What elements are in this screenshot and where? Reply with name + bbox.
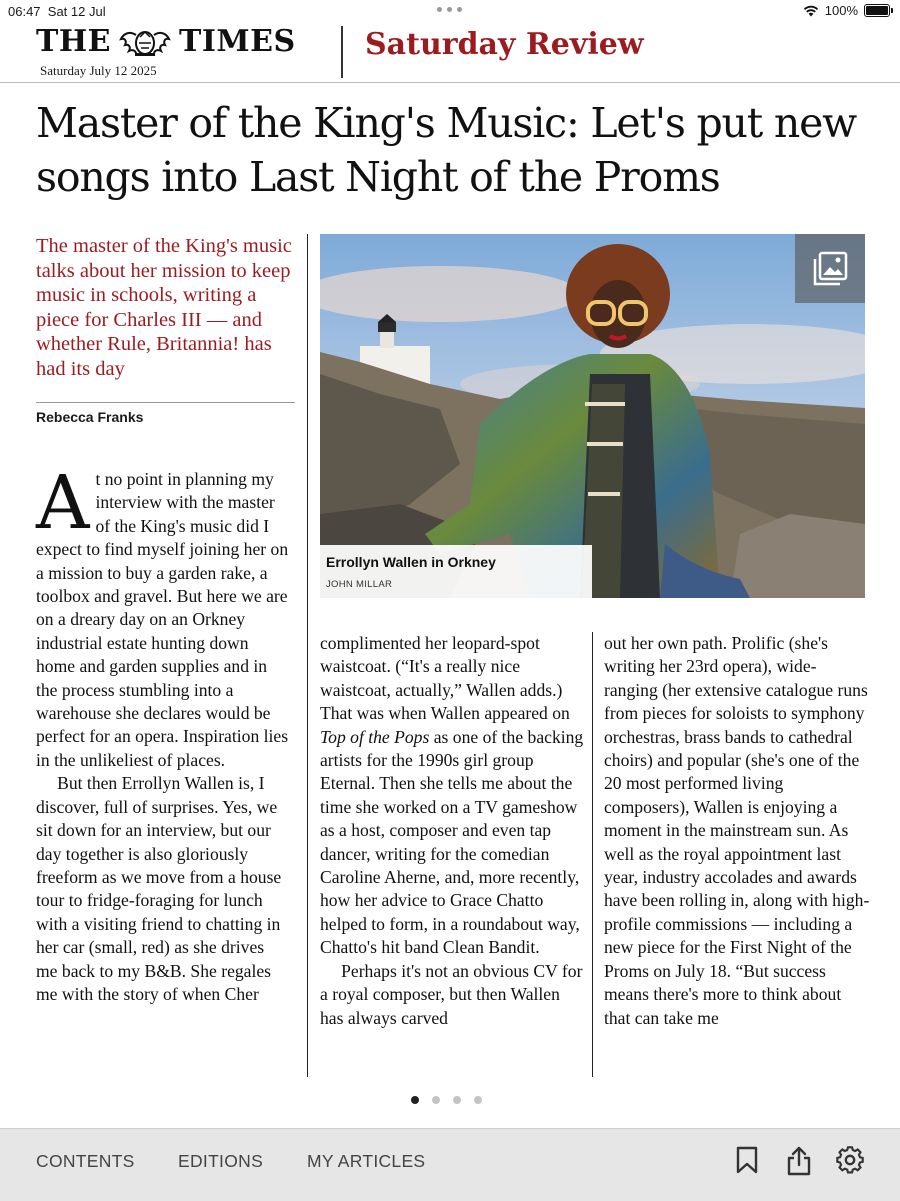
royal-crest-icon: [115, 27, 175, 57]
status-right: [803, 3, 890, 18]
photo-illustration: [320, 234, 865, 598]
section-title: Saturday Review: [365, 27, 644, 62]
page-dot[interactable]: [432, 1096, 440, 1104]
column-divider: [592, 632, 593, 1077]
gallery-button[interactable]: [795, 234, 865, 303]
page-dot[interactable]: [474, 1096, 482, 1104]
body-column-1: [36, 460, 290, 1006]
caption-text: Errollyn Wallen in Orkney: [326, 554, 496, 570]
page-dot[interactable]: [453, 1096, 461, 1104]
body-column-3: [604, 632, 870, 1030]
drop-cap: A: [36, 460, 90, 546]
multitasking-dots[interactable]: [437, 7, 462, 12]
the-times-logo[interactable]: THE TIMES: [36, 24, 296, 59]
tab-my-articles[interactable]: MY ARTICLES: [307, 1151, 426, 1171]
body-column-2: [320, 632, 584, 1030]
tab-editions[interactable]: EDITIONS: [178, 1151, 264, 1171]
status-bar: [0, 0, 900, 22]
article-standfirst: The master of the King's music talks about her mission to keep music in schools, writing a piece for Charles III — and whether Rule, Britannia! has had its day: [36, 235, 292, 380]
edition-date: Saturday July 12 2025: [40, 63, 157, 78]
tab-contents[interactable]: CONTENTS: [36, 1151, 135, 1171]
photo-caption: [320, 545, 592, 598]
body-paragraph: out her own path. Prolific (she's writing her 23rd opera), wide-ranging (her extensive catalogue runs from pieces for soloists to symphony orchestras, brass bands to cathedral choirs) and popular (she's one of the 20 most performed living composers), Wallen is enjoying a moment in the mainstream sun. As well as the royal appointment last year, industry accolades and awards have been rolling in, along with high-profile commissions — including a new piece for the First Night of the Proms on July 18. “But success means there's more to think about that can take me: [604, 633, 870, 1028]
photo-credit: JOHN MILLAR: [326, 579, 393, 590]
article-photo[interactable]: [320, 234, 865, 598]
italic-title: Top of the Pops: [320, 726, 430, 747]
body-paragraph: At no point in planning my interview with the master of the King's music did I expect to find myself joining her on a mission to buy a garden rake, a toolbox and gravel. But here we are on a dreary day on an Orkney industrial estate hunting down home and garden supplies and in the process stumbling into a warehouse she declares would be perfect for an opera. Inspiration lies in the unlikeliest of places.: [36, 460, 289, 770]
settings-gear-icon[interactable]: [835, 1145, 865, 1175]
share-icon[interactable]: [785, 1145, 813, 1177]
article-headline: Master of the King's Music: Let's put new songs into Last Night of the Proms: [36, 99, 857, 201]
gallery-icon: [811, 250, 849, 288]
body-paragraph: But then Errollyn Wallen is, I discover, full of surprises. Yes, we sit down for an interview, but our day together is also gloriously freeform as we move from a house tour to fridge-foraging for lunch with a visiting friend to chatting in her car (small, red) as she drives me back to my B&B. She regales me with the story of when Cher: [36, 773, 282, 1004]
bottom-toolbar: [0, 1128, 900, 1201]
author-byline[interactable]: Rebecca Franks: [36, 409, 144, 425]
page-indicator[interactable]: [411, 1096, 482, 1104]
bookmark-icon[interactable]: [735, 1145, 759, 1175]
page-dot-active[interactable]: [411, 1096, 419, 1104]
wifi-icon: [803, 5, 819, 17]
column-divider: [307, 234, 308, 1077]
body-paragraph: complimented her leopard-spot waistcoat. (“It's a really nice waistcoat, actually,” Wallen adds.) That was when Wallen appeared on Top of the Pops as one of the backing artists for the 1990s girl group Eternal. Then she tells me about the time she worked on a TV gameshow as a host, composer and even tap dancer, writing for the comedian Caroline Aherne, and, more recently, how her advice to Grace Chatto helped to form, in a roundabout way, Chatto's hit band Clean Bandit.: [320, 633, 584, 958]
standfirst-divider: [36, 402, 295, 403]
battery-icon: [864, 4, 890, 17]
status-time-date: 06:47 Sat 12 Jul: [8, 4, 106, 19]
battery-percent: 100%: [824, 3, 858, 18]
masthead-divider: [341, 26, 343, 78]
body-paragraph: Perhaps it's not an obvious CV for a royal composer, but then Wallen has always carved: [320, 960, 583, 1028]
masthead: [0, 22, 900, 83]
